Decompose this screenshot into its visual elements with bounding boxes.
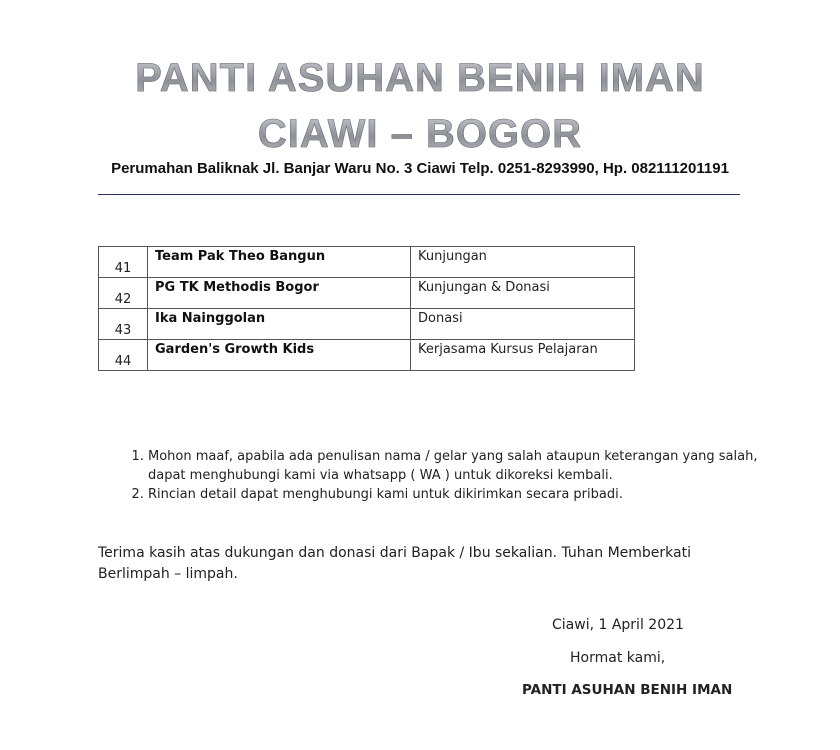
table-row — [99, 278, 635, 309]
signature-organization: PANTI ASUHAN BENIH IMAN — [522, 682, 733, 698]
notes-list — [98, 447, 788, 504]
letterhead-subtitle: CIAWI – BOGOR — [0, 112, 840, 156]
donor-note: Kerjasama Kursus Pelajaran — [411, 340, 635, 371]
place-date: Ciawi, 1 April 2021 — [552, 617, 684, 633]
thanks-paragraph: Terima kasih atas dukungan dan donasi dari Bapak / Ibu sekalian. Tuhan Memberkati Berlimpah – limpah. — [98, 545, 691, 582]
row-number: 43 — [99, 309, 148, 340]
row-number: 41 — [99, 247, 148, 278]
table-row — [99, 247, 635, 278]
list-item: 1. Mohon maaf, apabila ada penulisan nama / gelar yang salah ataupun keterangan yang salah, dapat menghubungi kami via whatsapp ( WA ) untuk dikoreksi kembali. — [148, 447, 788, 485]
letterhead-address: Perumahan Baliknak Jl. Banjar Waru No. 3 Ciawi Telp. 0251-8293990, Hp. 082111201191 — [111, 160, 729, 177]
donor-name: Ika Nainggolan — [148, 309, 411, 340]
donor-name: Garden's Growth Kids — [148, 340, 411, 371]
row-number: 44 — [99, 340, 148, 371]
header-divider — [98, 194, 740, 195]
table-row — [99, 309, 635, 340]
donor-note: Donasi — [411, 309, 635, 340]
row-number: 42 — [99, 278, 148, 309]
closing-greeting: Hormat kami, — [570, 650, 666, 666]
list-item: 2. Rincian detail dapat menghubungi kami untuk dikirimkan secara pribadi. — [148, 485, 788, 504]
donor-name: Team Pak Theo Bangun — [148, 247, 411, 278]
donor-table — [98, 246, 635, 371]
donor-name: PG TK Methodis Bogor — [148, 278, 411, 309]
letterhead-title: PANTI ASUHAN BENIH IMAN — [0, 56, 840, 100]
table-row — [99, 340, 635, 371]
donor-note: Kunjungan & Donasi — [411, 278, 635, 309]
donor-note: Kunjungan — [411, 247, 635, 278]
